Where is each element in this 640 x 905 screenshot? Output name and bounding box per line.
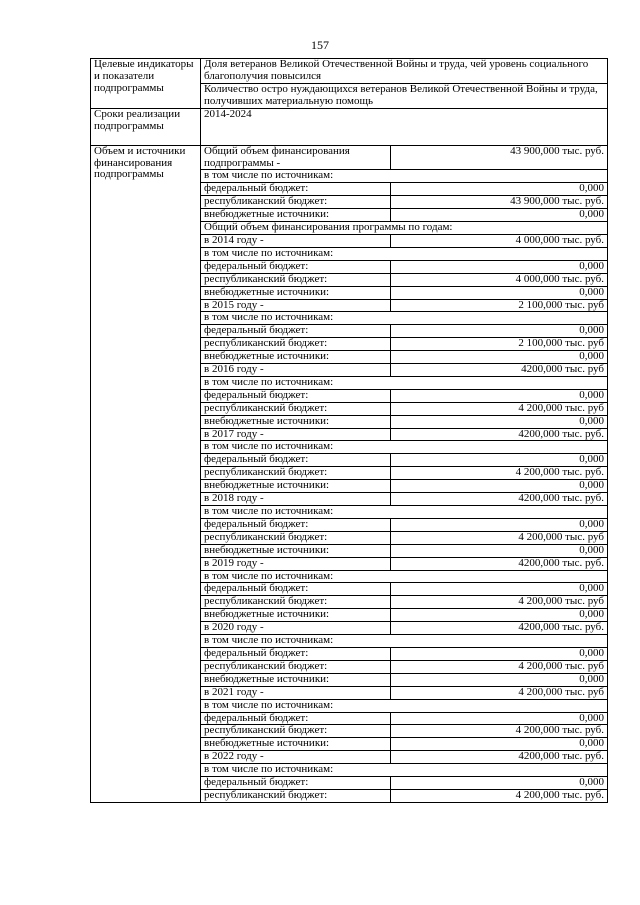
indicators-row-1 <box>91 59 608 84</box>
row-label: федеральный бюджет: <box>201 325 391 338</box>
row-value: 4 200,000 тыс. руб <box>391 596 608 609</box>
section-heading: в том числе по источникам: <box>201 441 608 454</box>
row-label: в 2021 году - <box>201 686 391 699</box>
row-value: 0,000 <box>391 518 608 531</box>
section-heading: в том числе по источникам: <box>201 376 608 389</box>
row-value: 4 200,000 тыс. руб <box>391 531 608 544</box>
row-value: 0,000 <box>391 325 608 338</box>
row-value: 0,000 <box>391 647 608 660</box>
row-label: республиканский бюджет: <box>201 273 391 286</box>
row-value: 0,000 <box>391 712 608 725</box>
section-heading: Общий объем финансирования программы по годам: <box>201 222 608 235</box>
row-label: в 2016 году - <box>201 364 391 377</box>
row-label: в 2015 году - <box>201 299 391 312</box>
row-label: республиканский бюджет: <box>201 660 391 673</box>
row-label: в 2022 году - <box>201 751 391 764</box>
row-label: республиканский бюджет: <box>201 338 391 351</box>
row-value: 0,000 <box>391 673 608 686</box>
row-value: 2 100,000 тыс. руб <box>391 299 608 312</box>
row-value: 0,000 <box>391 260 608 273</box>
indicators-label: Целевые индикаторы и показатели подпрограммы <box>91 59 201 109</box>
row-value: 4200,000 тыс. руб <box>391 364 608 377</box>
indicator-item: Количество остро нуждающихся ветеранов Великой Отечественной Войны и труда, получивших материальную помощь <box>201 83 608 108</box>
financing-label: Объем и источники финансирования подпрограммы <box>91 145 201 802</box>
row-value: 4 200,000 тыс. руб <box>391 402 608 415</box>
row-label: федеральный бюджет: <box>201 712 391 725</box>
row-label: федеральный бюджет: <box>201 647 391 660</box>
period-row <box>91 108 608 145</box>
row-label: Общий объем финансирования подпрограммы - <box>201 145 391 170</box>
row-value: 4 200,000 тыс. руб. <box>391 725 608 738</box>
row-label: федеральный бюджет: <box>201 583 391 596</box>
row-value: 4 000,000 тыс. руб. <box>391 273 608 286</box>
row-value: 2 100,000 тыс. руб <box>391 338 608 351</box>
row-label: в 2018 году - <box>201 493 391 506</box>
row-label: республиканский бюджет: <box>201 467 391 480</box>
row-label: республиканский бюджет: <box>201 725 391 738</box>
row-label: внебюджетные источники: <box>201 738 391 751</box>
row-label: республиканский бюджет: <box>201 789 391 802</box>
row-label: республиканский бюджет: <box>201 196 391 209</box>
period-value: 2014-2024 <box>201 108 608 145</box>
program-passport-table <box>90 58 608 803</box>
row-label: внебюджетные источники: <box>201 480 391 493</box>
row-label: федеральный бюджет: <box>201 389 391 402</box>
row-value: 0,000 <box>391 777 608 790</box>
row-value: 4200,000 тыс. руб. <box>391 622 608 635</box>
row-value: 43 900,000 тыс. руб. <box>391 145 608 170</box>
row-label: в 2017 году - <box>201 428 391 441</box>
row-value: 0,000 <box>391 351 608 364</box>
row-value: 4 200,000 тыс. руб <box>391 686 608 699</box>
section-heading: в том числе по источникам: <box>201 506 608 519</box>
section-heading: в том числе по источникам: <box>201 699 608 712</box>
indicator-item: Доля ветеранов Великой Отечественной Войны и труда, чей уровень социального благополучия повысился <box>201 59 608 84</box>
row-label: федеральный бюджет: <box>201 454 391 467</box>
row-value: 4200,000 тыс. руб. <box>391 428 608 441</box>
row-label: федеральный бюджет: <box>201 518 391 531</box>
row-value: 4 200,000 тыс. руб <box>391 660 608 673</box>
row-value: 4200,000 тыс. руб. <box>391 493 608 506</box>
row-label: внебюджетные источники: <box>201 544 391 557</box>
row-value: 0,000 <box>391 286 608 299</box>
row-value: 0,000 <box>391 609 608 622</box>
row-label: республиканский бюджет: <box>201 402 391 415</box>
row-label: внебюджетные источники: <box>201 351 391 364</box>
row-value: 4200,000 тыс. руб. <box>391 557 608 570</box>
financing-total-row <box>91 145 608 170</box>
row-value: 4 000,000 тыс. руб. <box>391 234 608 247</box>
row-value: 0,000 <box>391 454 608 467</box>
row-value: 4200,000 тыс. руб. <box>391 751 608 764</box>
section-heading: в том числе по источникам: <box>201 635 608 648</box>
row-value: 43 900,000 тыс. руб. <box>391 196 608 209</box>
section-heading: в том числе по источникам: <box>201 570 608 583</box>
row-label: федеральный бюджет: <box>201 183 391 196</box>
row-label: в 2020 году - <box>201 622 391 635</box>
row-label: федеральный бюджет: <box>201 260 391 273</box>
row-value: 4 200,000 тыс. руб. <box>391 467 608 480</box>
row-label: республиканский бюджет: <box>201 531 391 544</box>
section-heading: в том числе по источникам: <box>201 247 608 260</box>
period-label: Сроки реализации подпрограммы <box>91 108 201 145</box>
row-label: внебюджетные источники: <box>201 209 391 222</box>
row-label: внебюджетные источники: <box>201 673 391 686</box>
row-label: внебюджетные источники: <box>201 415 391 428</box>
row-value: 4 200,000 тыс. руб. <box>391 789 608 802</box>
row-value: 0,000 <box>391 389 608 402</box>
row-value: 0,000 <box>391 544 608 557</box>
row-value: 0,000 <box>391 183 608 196</box>
section-heading: в том числе по источникам: <box>201 764 608 777</box>
page-number: 157 <box>311 38 329 52</box>
section-heading: в том числе по источникам: <box>201 170 608 183</box>
row-value: 0,000 <box>391 209 608 222</box>
section-heading: в том числе по источникам: <box>201 312 608 325</box>
row-label: федеральный бюджет: <box>201 777 391 790</box>
row-value: 0,000 <box>391 415 608 428</box>
row-label: внебюджетные источники: <box>201 609 391 622</box>
row-label: в 2019 году - <box>201 557 391 570</box>
row-value: 0,000 <box>391 583 608 596</box>
row-value: 0,000 <box>391 738 608 751</box>
row-label: в 2014 году - <box>201 234 391 247</box>
row-value: 0,000 <box>391 480 608 493</box>
row-label: республиканский бюджет: <box>201 596 391 609</box>
row-label: внебюджетные источники: <box>201 286 391 299</box>
